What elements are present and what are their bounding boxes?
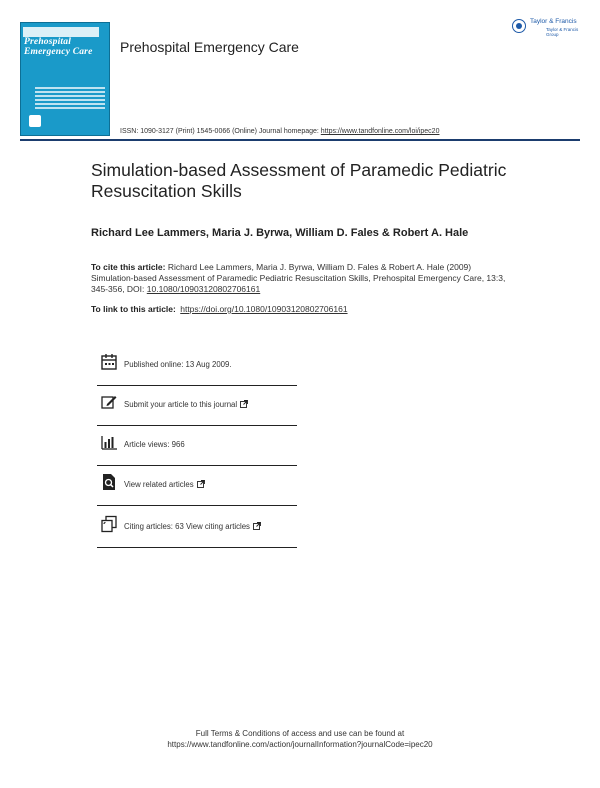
journal-cover	[20, 22, 110, 136]
cite-label: To cite this article:	[91, 262, 166, 272]
external-link-icon	[253, 522, 261, 530]
issn-line	[120, 128, 439, 135]
journal-homepage-link[interactable]: https://www.tandfonline.com/loi/ipec20	[320, 128, 440, 135]
views-row	[97, 425, 297, 466]
publisher-logo	[512, 17, 582, 37]
header-divider	[20, 139, 580, 141]
doi-link[interactable]: 10.1080/10903120802706161	[146, 284, 261, 294]
publisher-logo-text: Taylor & Francis	[530, 18, 577, 25]
citing-documents-icon	[100, 515, 118, 533]
article-doi-url[interactable]: https://doi.org/10.1080/10903120802706161	[180, 304, 348, 314]
link-label: To link to this article:	[91, 304, 176, 314]
article-views: Article views: 966	[124, 440, 185, 449]
citation-block	[91, 262, 511, 295]
cover-text-lines	[35, 87, 105, 111]
article-title: Simulation-based Assessment of Paramedic Pediatric Resuscitation Skills	[91, 160, 507, 201]
external-link-icon	[197, 480, 205, 488]
external-link-icon	[240, 400, 248, 408]
footer-terms: Full Terms & Conditions of access and use can be found at	[195, 729, 405, 738]
footer-url[interactable]: https://www.tandfonline.com/action/journalInformation?journalCode=ipec20	[167, 740, 433, 749]
related-row[interactable]	[97, 465, 297, 506]
submit-label: Submit your article to this journal	[124, 400, 238, 409]
cover-band	[23, 27, 99, 37]
publisher-logo-icon	[512, 19, 526, 33]
citing-link[interactable]	[124, 522, 261, 531]
related-link[interactable]	[124, 480, 205, 489]
cover-logo-icon	[29, 115, 41, 127]
article-authors: Richard Lee Lammers, Maria J. Byrwa, William D. Fales & Robert A. Hale	[91, 227, 469, 239]
link-block	[91, 304, 348, 314]
edit-icon	[100, 393, 118, 411]
journal-name[interactable]: Prehospital Emergency Care	[120, 39, 299, 55]
related-label: View related articles	[124, 480, 194, 489]
published-date: Published online: 13 Aug 2009.	[124, 360, 232, 369]
issn-text: ISSN: 1090-3127 (Print) 1545-0066 (Online) Journal homepage:	[120, 128, 321, 135]
calendar-icon	[100, 353, 118, 371]
bar-chart-icon	[100, 433, 118, 451]
footer	[0, 728, 600, 750]
citing-row[interactable]	[97, 507, 297, 548]
cover-title: Prehospital Emergency Care	[24, 37, 93, 57]
citing-label: Citing articles: 63 View citing articles	[124, 522, 250, 531]
publisher-logo-subtext: Taylor & Francis Group	[546, 27, 579, 37]
cite-text: Richard Lee Lammers, Maria J. Byrwa, William D. Fales & Robert A. Hale (2009) Simulation-based Assessment of Paramedic Pediatric Resuscitation Skills, Prehospital Emergency Care, 13:3, 345-356, DOI:	[91, 262, 506, 294]
search-document-icon	[100, 473, 118, 491]
submit-link[interactable]	[124, 400, 248, 409]
published-row	[97, 345, 297, 386]
submit-row[interactable]	[97, 385, 297, 426]
